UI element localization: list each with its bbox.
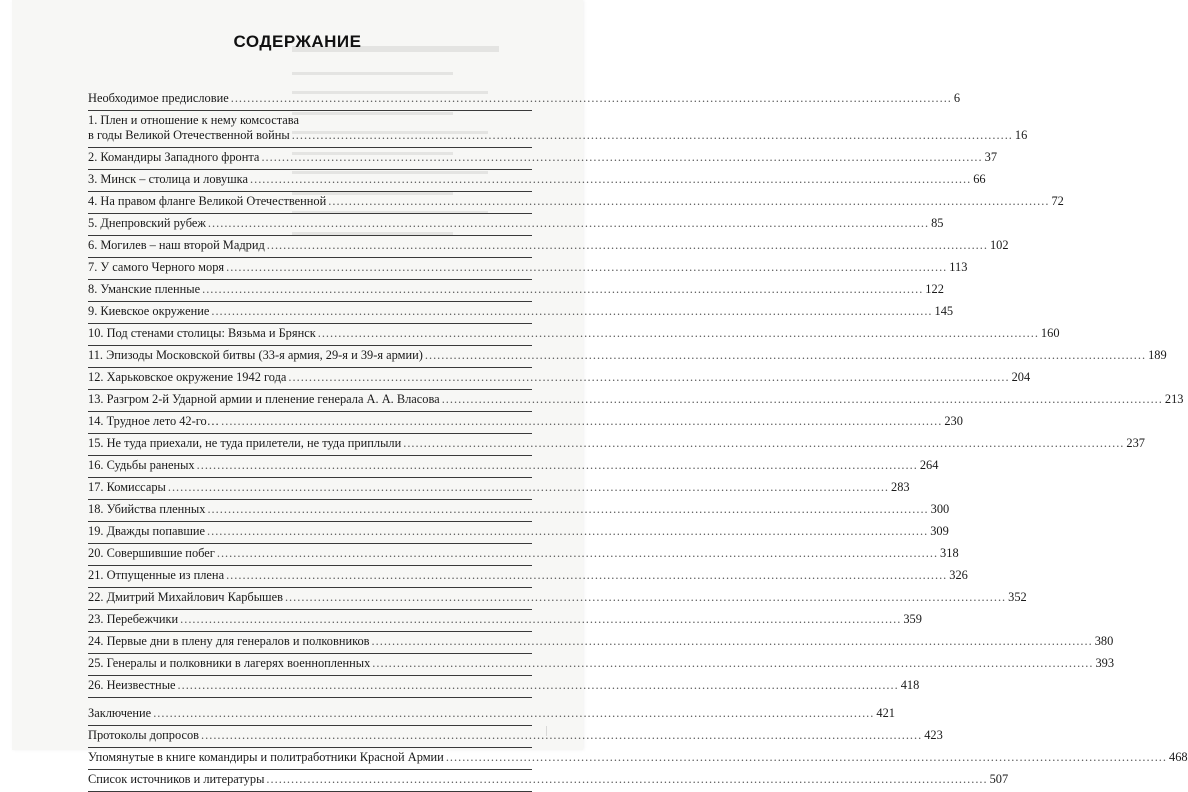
toc-entry: [88, 390, 1184, 412]
toc-entry-title: 16. Судьбы раненых: [88, 458, 195, 472]
toc-entry: [88, 412, 963, 434]
dot-leader: [168, 480, 889, 495]
toc-entry: [88, 111, 1028, 148]
toc-entry-page-number: 468: [1169, 750, 1188, 764]
table-of-contents: [88, 89, 1188, 792]
toc-entry-page-number: 393: [1095, 656, 1115, 670]
toc-entry-title: 24. Первые дни в плену для генералов и полковников: [88, 634, 370, 648]
dot-leader: [288, 370, 1009, 385]
dot-leader: [372, 634, 1093, 649]
toc-entry-page-number: 37: [984, 150, 998, 164]
toc-entry-page-number: 380: [1094, 634, 1114, 648]
toc-entry-page-number: 66: [973, 172, 986, 186]
dot-leader: [425, 348, 1146, 363]
dot-leader: [231, 91, 952, 106]
toc-entry: [88, 434, 1145, 456]
toc-entry-title: 25. Генералы и полковники в лагерях военнопленных: [88, 656, 371, 670]
toc-entry-title: 6. Могилев – наш второй Мадрид: [88, 238, 265, 252]
toc-entry: [88, 214, 944, 236]
toc-entry: [88, 588, 1027, 610]
toc-entry: [88, 258, 968, 280]
toc-entry-page-number: 309: [930, 524, 949, 538]
toc-entry-page-number: 160: [1040, 326, 1060, 340]
dot-leader: [207, 524, 928, 539]
dot-leader: [318, 326, 1039, 341]
toc-entry: [88, 748, 1188, 770]
toc-entry: [88, 500, 950, 522]
dot-leader: [442, 392, 1163, 407]
toc-entry-title: 5. Днепровский рубеж: [88, 216, 206, 230]
toc-entry: [88, 236, 1009, 258]
toc-entry-title: 23. Перебежчики: [88, 612, 179, 626]
dot-leader: [217, 546, 938, 561]
toc-entry-title: 26. Неизвестные: [88, 678, 176, 692]
toc-entry-page-number: 113: [949, 260, 968, 274]
toc-entry-page-number: 189: [1148, 348, 1167, 362]
toc-entry-page-number: 352: [1008, 590, 1027, 604]
toc-entry-title: 13. Разгром 2-й Ударной армии и пленение генерала А. А. Власова: [88, 392, 440, 406]
toc-entry-title: 9. Киевское окружение: [88, 304, 210, 318]
toc-entry: [88, 302, 954, 324]
toc-entry: [88, 478, 910, 500]
toc-entry: [88, 170, 986, 192]
toc-entry: [88, 456, 939, 478]
toc-entry-page-number: 359: [903, 612, 922, 626]
toc-entry-title: 21. Отпущенные из плена: [88, 568, 225, 582]
dot-leader: [267, 238, 988, 253]
toc-entry-title: 2. Командиры Западного фронта: [88, 150, 260, 164]
dot-leader: [285, 590, 1006, 605]
toc-entry: [88, 654, 1115, 676]
dot-leader: [201, 728, 922, 743]
dot-leader: [197, 458, 918, 473]
toc-entry-title: 18. Убийства пленных: [88, 502, 206, 516]
toc-entry-title: Заключение: [88, 706, 152, 720]
toc-entry-title: 8. Уманские пленные: [88, 282, 201, 296]
toc-entry-page-number: 264: [919, 458, 939, 472]
toc-entry-title: Упомянутые в книге командиры и политработники Красной Армии: [88, 750, 444, 764]
toc-entry-page-number: 230: [944, 414, 963, 428]
dot-leader: [226, 568, 947, 583]
toc-entry-title: 20. Совершившие побег: [88, 546, 215, 560]
dot-leader: [372, 656, 1093, 671]
toc-entry: [88, 522, 949, 544]
dot-leader: [403, 436, 1124, 451]
dot-leader: [261, 150, 982, 165]
dot-leader: [211, 304, 932, 319]
toc-entry-title: 12. Харьковское окружение 1942 года: [88, 370, 287, 384]
toc-entry-title: 17. Комиссары: [88, 480, 166, 494]
toc-entry: [88, 704, 895, 726]
toc-entry-title: 22. Дмитрий Михайлович Карбышев: [88, 590, 283, 604]
toc-entry-title: Необходимое предисловие: [88, 91, 229, 105]
toc-entry: [88, 280, 944, 302]
toc-entry-page-number: 237: [1126, 436, 1145, 450]
toc-entry: [88, 368, 1031, 390]
dot-leader: [446, 750, 1167, 765]
toc-entry-title-line1: 1. Плен и отношение к нему комсостава: [88, 113, 299, 127]
toc-entry-page-number: 72: [1051, 194, 1064, 208]
dot-leader: [178, 678, 899, 693]
toc-entry: [88, 632, 1114, 654]
dot-leader: [226, 260, 947, 275]
toc-entry-title: 10. Под стенами столицы: Вязьма и Брянск: [88, 326, 316, 340]
page-edge-mark: [546, 726, 553, 736]
toc-entry: [88, 726, 943, 748]
dot-leader: [207, 502, 928, 517]
toc-entry-page-number: 204: [1011, 370, 1031, 384]
toc-entry-page-number: 421: [876, 706, 895, 720]
page-title: СОДЕРЖАНИЕ: [233, 32, 362, 51]
dot-leader: [266, 772, 987, 787]
toc-entry: [88, 324, 1060, 346]
toc-entry-title: 11. Эпизоды Московской битвы (33-я армия, 29-я и 39-я армии): [88, 348, 423, 362]
toc-entry-page-number: 283: [891, 480, 910, 494]
toc-entry-page-number: 145: [934, 304, 954, 318]
dot-leader: [202, 282, 923, 297]
toc-entry-title: 15. Не туда приехали, не туда прилетели, не туда приплыли: [88, 436, 402, 450]
toc-entry: [88, 148, 998, 170]
toc-entry-page-number: 213: [1164, 392, 1184, 406]
toc-entry-title: 4. На правом фланге Великой Отечественной: [88, 194, 327, 208]
dot-leader: [153, 706, 874, 721]
toc-entry-page-number: 16: [1014, 128, 1028, 142]
toc-entry-page-number: 423: [924, 728, 943, 742]
toc-entry: [88, 676, 920, 698]
toc-entry-title: 14. Трудное лето 42-го…: [88, 414, 220, 428]
dot-leader: [180, 612, 901, 627]
toc-entry: [88, 610, 922, 632]
toc-entry: [88, 770, 1009, 792]
toc-entry-page-number: 507: [989, 772, 1009, 786]
toc-entry: [88, 192, 1064, 214]
toc-entry-title: в годы Великой Отечественной войны: [88, 128, 290, 142]
toc-entry: [88, 544, 959, 566]
toc-entry-page-number: 85: [931, 216, 944, 230]
toc-entry-title: 7. У самого Черного моря: [88, 260, 225, 274]
dot-leader: [328, 194, 1049, 209]
dot-leader: [208, 216, 929, 231]
toc-entry-page-number: 300: [930, 502, 950, 516]
dot-leader: [250, 172, 971, 187]
book-page: [12, 0, 1188, 786]
toc-entry-page-number: 102: [989, 238, 1009, 252]
toc-entry: [88, 566, 968, 588]
toc-entry-page-number: 418: [900, 678, 920, 692]
toc-entry: [88, 89, 961, 111]
toc-entry-page-number: 6: [953, 91, 961, 105]
toc-entry-title: 3. Минск – столица и ловушка: [88, 172, 249, 186]
toc-entry-title: Протоколы допросов: [88, 728, 200, 742]
toc-entry-page-number: 326: [949, 568, 968, 582]
toc-entry-title: 19. Дважды попавшие: [88, 524, 205, 538]
dot-leader: [221, 414, 942, 429]
toc-entry-title: Список источников и литературы: [88, 772, 265, 786]
dot-leader: [292, 128, 1013, 143]
toc-entry-page-number: 318: [940, 546, 959, 560]
toc-entry-page-number: 122: [925, 282, 944, 296]
toc-entry: [88, 346, 1167, 368]
